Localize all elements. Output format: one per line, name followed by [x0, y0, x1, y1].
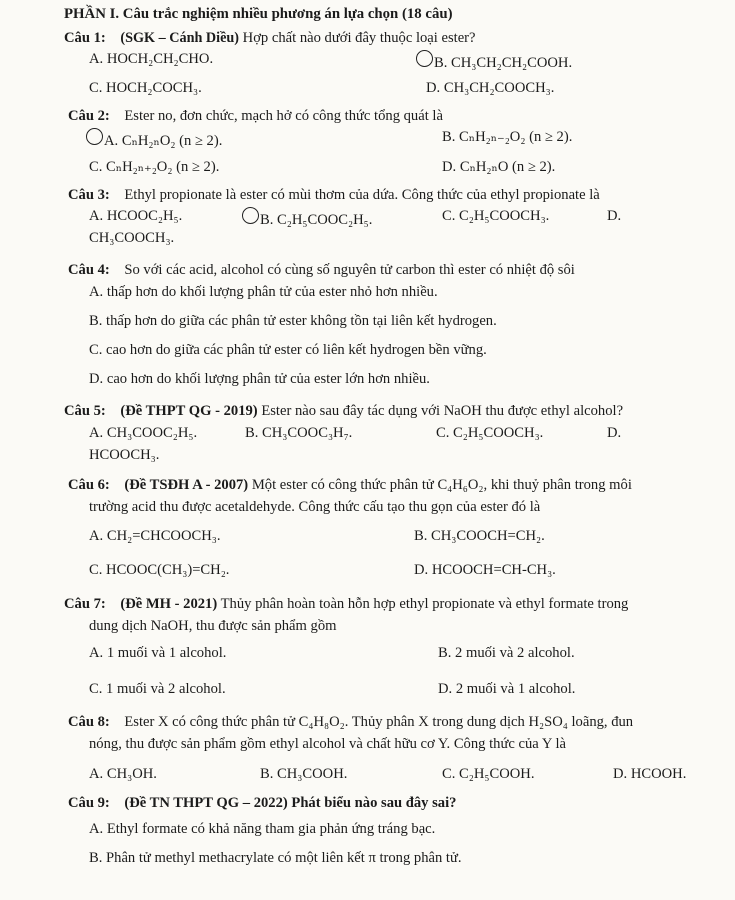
q2-option-a[interactable]: A. CₙH₂ₙO₂ (n ≥ 2).	[89, 128, 222, 150]
q5-option-a[interactable]: A. CH₃COOC₂H₅.	[89, 425, 198, 441]
q4-option-a[interactable]: A. thấp hơn do khối lượng phân tử của ester nhỏ hơn nhiều.	[89, 284, 438, 300]
question-7-stem	[64, 595, 628, 613]
question-9-stem	[68, 794, 456, 812]
q4-option-b[interactable]: B. thấp hơn do giữa các phân tử ester không tồn tại liên kết hydrogen.	[89, 313, 497, 329]
question-4-stem	[68, 261, 575, 279]
q4-option-c[interactable]: C. cao hơn do giữa các phân tử ester có liên kết hydrogen bền vững.	[89, 342, 487, 358]
question-5-source: (Đề THPT QG - 2019)	[120, 403, 258, 419]
q3-option-b[interactable]: B. C₂H₅COOC₂H₅.	[245, 207, 372, 229]
q5-option-c[interactable]: C. C₂H₅COOCH₃.	[436, 425, 544, 441]
answer-circle-icon	[86, 128, 103, 145]
q9-option-a[interactable]: A. Ethyl formate có khả năng tham gia phản ứng tráng bạc.	[89, 821, 436, 837]
q7-option-a[interactable]: A. 1 muối và 1 alcohol.	[89, 645, 227, 661]
section-title: PHẦN I. Câu trắc nghiệm nhiều phương án lựa chọn (18 câu)	[64, 6, 453, 22]
question-1-text: Hợp chất nào dưới đây thuộc loại ester?	[242, 30, 476, 46]
q8-option-a[interactable]: A. CH₃OH.	[89, 766, 157, 782]
q7-option-c[interactable]: C. 1 muối và 2 alcohol.	[89, 681, 226, 697]
question-7-text-line2: dung dịch NaOH, thu được sản phẩm gồm	[89, 618, 337, 634]
question-2-label: Câu 2:	[68, 108, 110, 124]
q5-option-b[interactable]: B. CH₃COOC₃H₇.	[245, 425, 353, 441]
question-8-text: Ester X có công thức phân tử C₄H₈O₂. Thủy phân X trong dung dịch H₂SO₄ loãng, đun	[124, 714, 634, 730]
q5-option-d[interactable]: D.	[607, 425, 622, 441]
question-9-source: (Đề TN THPT QG – 2022)	[124, 795, 288, 811]
q3-option-a[interactable]: A. HCOOC₂H₅.	[89, 208, 183, 224]
question-4-text: So với các acid, alcohol có cùng số nguyên tử carbon thì ester có nhiệt độ sôi	[124, 262, 575, 278]
question-4-label: Câu 4:	[68, 262, 110, 278]
question-7-source: (Đề MH - 2021)	[120, 596, 218, 612]
question-5-text: Ester nào sau đây tác dụng với NaOH thu được ethyl alcohol?	[261, 403, 624, 419]
q6-option-a[interactable]: A. CH₂=CHCOOCH₃.	[89, 528, 221, 544]
question-1-source: (SGK – Cánh Diều)	[120, 30, 239, 46]
question-6-text-line2: trường acid thu được acetaldehyde. Công thức cấu tạo thu gọn của ester đó là	[89, 499, 541, 515]
q6-option-d[interactable]: D. HCOOCH=CH-CH₃.	[414, 562, 556, 578]
question-7-label: Câu 7:	[64, 596, 106, 612]
q7-option-b[interactable]: B. 2 muối và 2 alcohol.	[438, 645, 575, 661]
q8-option-c[interactable]: C. C₂H₅COOH.	[442, 766, 535, 782]
q2-option-c[interactable]: C. CₙH₂ₙ₊₂O₂ (n ≥ 2).	[89, 159, 220, 175]
question-8-stem	[68, 713, 633, 731]
question-6-source: (Đề TSĐH A - 2007)	[124, 477, 249, 493]
question-5-label: Câu 5:	[64, 403, 106, 419]
q6-option-c[interactable]: C. HCOOC(CH₃)=CH₂.	[89, 562, 230, 578]
question-8-text-line2: nóng, thu được sản phẩm gồm ethyl alcohol và chất hữu cơ Y. Công thức của Y là	[89, 736, 567, 752]
answer-circle-icon	[416, 50, 433, 67]
question-8-label: Câu 8:	[68, 714, 110, 730]
question-3-stem	[68, 186, 600, 204]
question-9-text: Phát biểu nào sau đây sai?	[291, 795, 457, 811]
question-3-label: Câu 3:	[68, 187, 110, 203]
question-2-text: Ester no, đơn chức, mạch hở có công thức tổng quát là	[124, 108, 443, 124]
question-6-label: Câu 6:	[68, 477, 110, 493]
question-1-stem	[64, 29, 476, 48]
q2-option-b[interactable]: B. CₙH₂ₙ₋₂O₂ (n ≥ 2).	[442, 129, 573, 145]
q3-option-d[interactable]: D.	[607, 208, 622, 224]
q8-option-d[interactable]: D. HCOOH.	[613, 766, 687, 782]
q3-option-c[interactable]: C. C₂H₅COOCH₃.	[442, 208, 550, 224]
q1-option-d[interactable]: D. CH₃CH₂COOCH₃.	[426, 80, 555, 96]
question-9-label: Câu 9:	[68, 795, 110, 811]
question-2-stem	[68, 107, 443, 125]
q1-option-a[interactable]: A. HOCH₂CH₂CHO.	[89, 51, 214, 67]
question-7-text: Thủy phân hoàn toàn hỗn hợp ethyl propionate và ethyl formate trong	[220, 596, 629, 612]
question-6-text: Một ester có công thức phân tử C₄H₆O₂, khi thuỷ phân trong môi	[251, 477, 632, 493]
q9-option-b[interactable]: B. Phân tử methyl methacrylate có một liên kết π trong phân tử.	[89, 850, 462, 866]
q5-option-d-value[interactable]: HCOOCH₃.	[89, 447, 160, 463]
question-1-label: Câu 1:	[64, 30, 106, 46]
question-5-stem	[64, 402, 623, 420]
q1-option-b[interactable]: B. CH₃CH₂CH₂COOH.	[419, 50, 572, 72]
q2-option-d[interactable]: D. CₙH₂ₙO (n ≥ 2).	[442, 159, 556, 175]
q4-option-d[interactable]: D. cao hơn do khối lượng phân tử của ester lớn hơn nhiều.	[89, 371, 430, 387]
q3-option-d-value[interactable]: CH₃COOCH₃.	[89, 230, 175, 246]
question-6-stem	[68, 476, 632, 494]
q6-option-b[interactable]: B. CH₃COOCH=CH₂.	[414, 528, 545, 544]
question-3-text: Ethyl propionate là ester có mùi thơm của dứa. Công thức của ethyl propionate là	[124, 187, 600, 203]
answer-circle-icon	[242, 207, 259, 224]
q1-option-c[interactable]: C. HOCH₂COCH₃.	[89, 80, 202, 96]
q7-option-d[interactable]: D. 2 muối và 1 alcohol.	[438, 681, 576, 697]
q8-option-b[interactable]: B. CH₃COOH.	[260, 766, 348, 782]
